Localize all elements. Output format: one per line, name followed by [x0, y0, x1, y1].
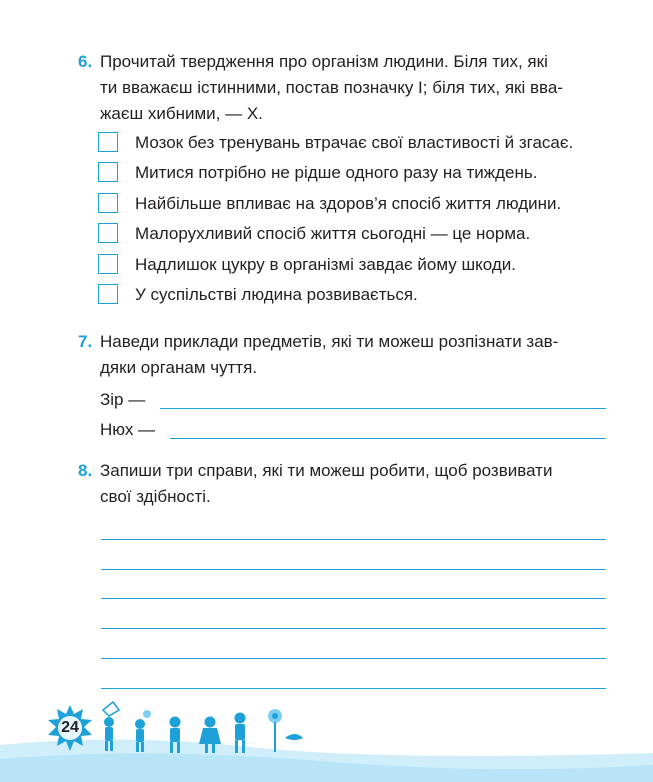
children-illustration	[95, 700, 310, 760]
page-number: 24	[61, 719, 79, 736]
answer-checkbox[interactable]	[98, 223, 118, 243]
answer-checkbox[interactable]	[98, 284, 118, 304]
task-7-text-line-2: дяки органам чуття.	[100, 358, 258, 377]
statement-text: Найбільше впливає на здоров’я спосіб життя людини.	[135, 194, 562, 213]
statement-row	[98, 162, 618, 184]
task-7-number: 7.	[78, 332, 93, 351]
statement-text: Малорухливий спосіб життя сьогодні — це норма.	[135, 224, 531, 243]
task-6-text-line-1: Прочитай твердження про організм людини. Біля тих, які	[100, 52, 548, 71]
statement-text: Надлишок цукру в організмі завдає йому шкоди.	[135, 255, 516, 274]
answer-line[interactable]	[101, 598, 606, 599]
answer-line[interactable]	[101, 628, 606, 629]
answer-line[interactable]	[101, 569, 606, 570]
answer-line[interactable]	[101, 539, 606, 540]
statement-text: У суспільстві людина розвивається.	[135, 285, 418, 304]
answer-checkbox[interactable]	[98, 254, 118, 274]
answer-checkbox[interactable]	[98, 193, 118, 213]
statement-row	[98, 223, 618, 245]
task-6-text-line-2: ти вважаєш істинними, постав позначку І; біля тих, які вва-	[100, 78, 563, 97]
answer-line[interactable]	[101, 688, 606, 689]
statement-row	[98, 284, 618, 306]
task-6-text-line-3: жаєш хибними, — Х.	[100, 104, 263, 123]
statement-row	[98, 193, 618, 215]
task-7-text-line-1: Наведи приклади предметів, які ти можеш розпізнати зав-	[100, 332, 559, 351]
answer-line[interactable]	[101, 658, 606, 659]
statement-row	[98, 254, 618, 276]
statement-row	[98, 132, 618, 154]
task-6-number: 6.	[78, 52, 93, 71]
task-8-text-line-2: свої здібності.	[100, 487, 211, 506]
task-8-text-line-1: Запиши три справи, які ти можеш робити, щоб розвивати	[100, 461, 553, 480]
answer-checkbox[interactable]	[98, 162, 118, 182]
smell-label: Нюх —	[100, 420, 156, 439]
sight-label: Зір —	[100, 390, 146, 409]
answer-checkbox[interactable]	[98, 132, 118, 152]
sight-answer-line[interactable]	[160, 408, 606, 409]
statement-text: Мозок без тренувань втрачає свої властивості й згасає.	[135, 133, 574, 152]
task-8-number: 8.	[78, 461, 93, 480]
smell-answer-line[interactable]	[170, 438, 606, 439]
statement-text: Митися потрібно не рідше одного разу на тиждень.	[135, 163, 538, 182]
